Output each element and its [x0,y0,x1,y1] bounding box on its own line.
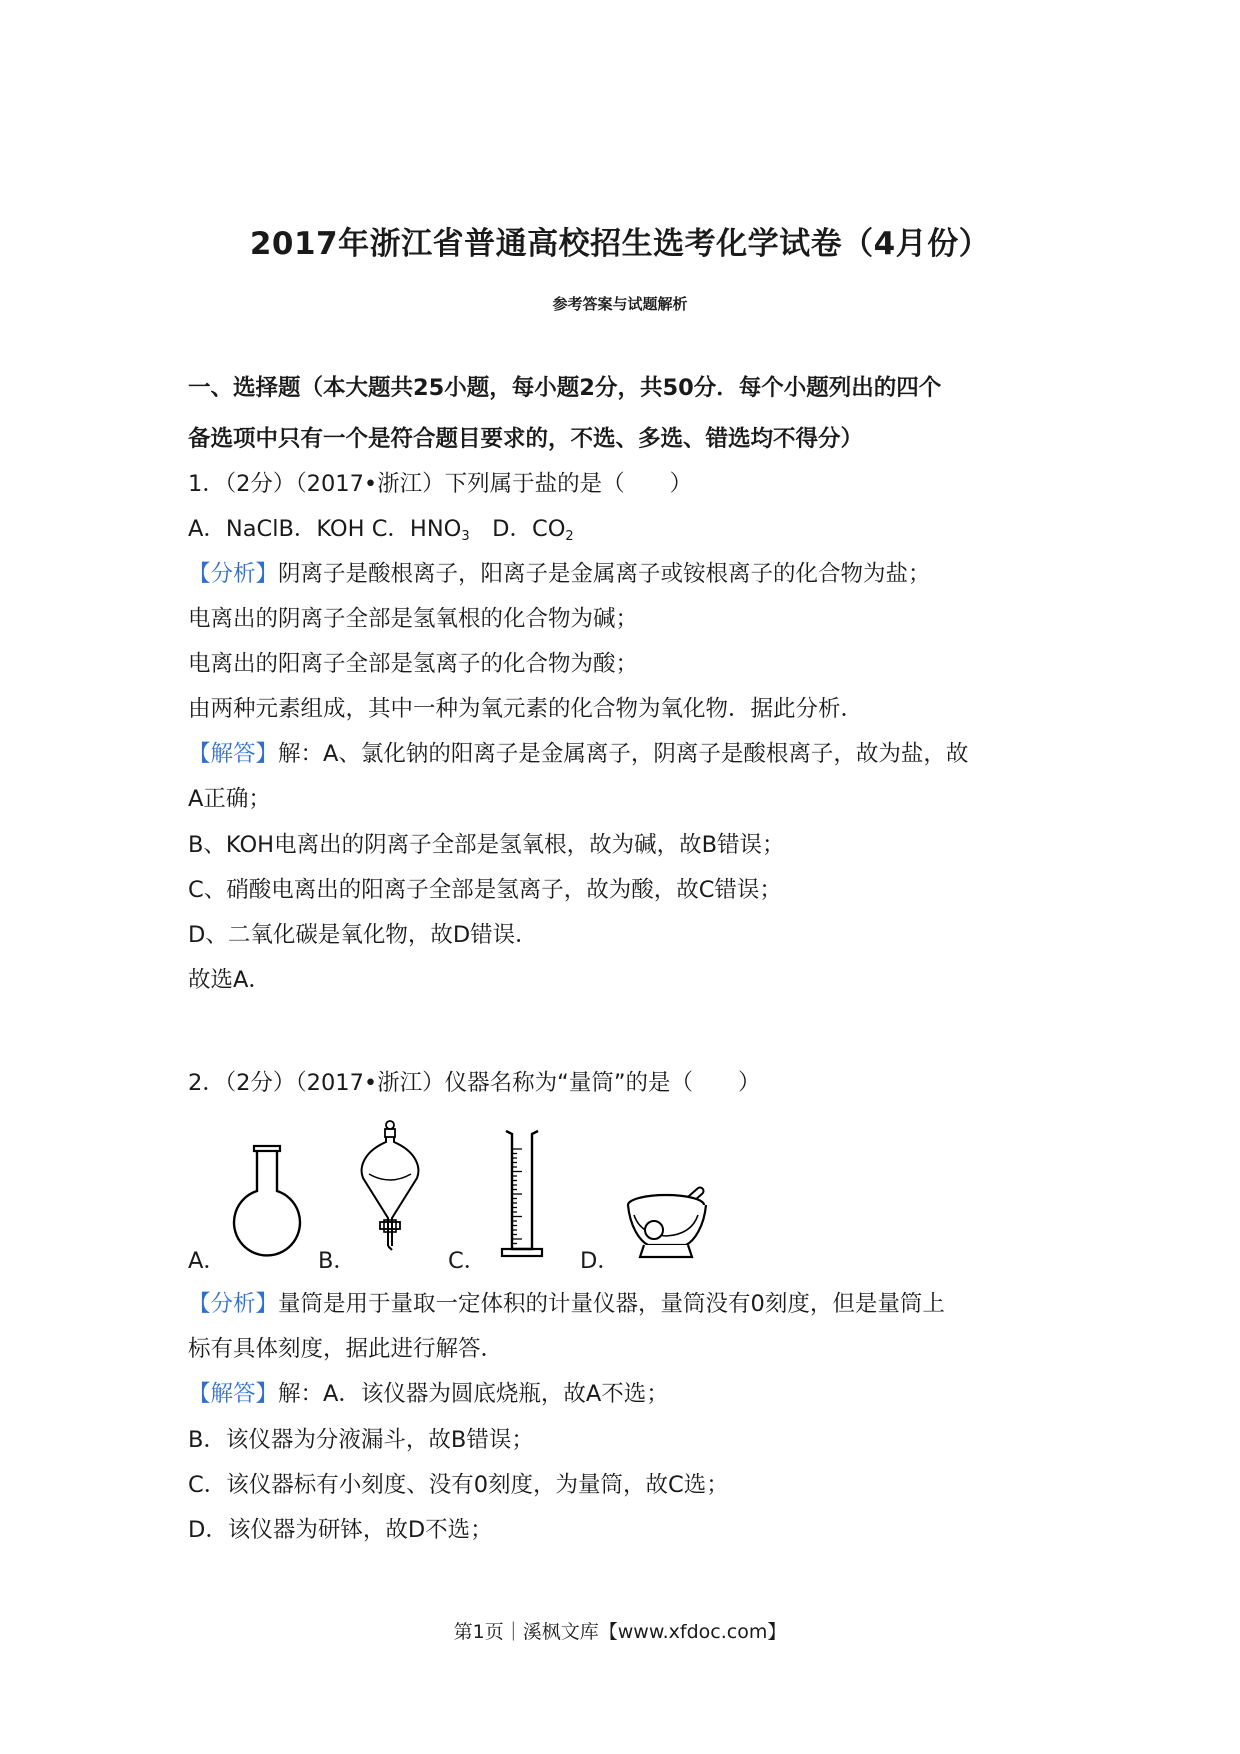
page-title: 2017年浙江省普通高校招生选考化学试卷（4月份） [249,226,991,262]
q2-stem: 2．（2分）（2017•浙江）仪器名称为“量筒”的是（ ） [188,1070,761,1096]
q2-option-d-label: D． [580,1248,620,1274]
q1-options-mid: D．CO [469,516,566,542]
q2-answer-line-4: D．该仪器为研钵，故D不选； [188,1517,493,1543]
q2-option-b-label: B． [318,1248,356,1274]
q2-analysis-line-1 [188,1288,1068,1320]
section-heading-line-2: 备选项中只有一个是符合题目要求的，不选、多选、错选均不得分） [188,426,864,452]
section-heading-line-1: 一、选择题（本大题共25小题，每小题2分，共50分．每个小题列出的四个 [188,375,942,401]
q2-analysis-text-1: 量筒是用于量取一定体积的计量仪器，量筒没有0刻度，但是量筒上 [278,1291,945,1317]
answer-tag: 【解答】 [188,1381,279,1407]
q1-answer-line-2: A正确； [188,786,271,812]
q1-options-main: A．NaClB．KOH C．HNO [188,516,462,542]
q2-answer-line-2: B．该仪器为分液漏斗，故B错误； [188,1427,534,1453]
q1-analysis-line-2: 电离出的阴离子全部是氢氧根的化合物为碱； [188,606,639,632]
page-subtitle: 参考答案与试题解析 [552,295,688,313]
q1-analysis-line-4: 由两种元素组成，其中一种为氧元素的化合物为氧化物．据此分析． [188,696,864,722]
q2-option-c-label: C． [448,1248,487,1274]
q1-answer-line-4: C、硝酸电离出的阳离子全部是氢离子，故为酸，故C错误； [188,877,782,903]
graduated-cylinder-icon [498,1127,548,1262]
q2-analysis-line-2: 标有具体刻度，据此进行解答． [188,1336,504,1362]
q2-answer-line-3: C．该仪器标有小刻度、没有0刻度，为量筒，故C选； [188,1472,729,1498]
q2-answer-line-1 [188,1378,1068,1410]
q2-option-a-label: A． [188,1248,226,1274]
q1-options-sub-3: 3 [461,529,470,544]
q1-answer-line-1 [188,738,1068,770]
mortar-pestle-icon [622,1183,712,1263]
q1-analysis-line-3: 电离出的阳离子全部是氢离子的化合物为酸； [188,651,639,677]
q1-answer-text-1: 解：A、氯化钠的阳离子是金属离子，阴离子是酸根离子，故为盐，故 [278,741,969,767]
q1-options [188,513,1068,545]
q1-options-sub-2: 2 [565,529,574,544]
answer-tag: 【解答】 [188,741,279,767]
q2-answer-text-1: 解：A．该仪器为圆底烧瓶，故A不选； [278,1381,669,1407]
q1-stem: 1．（2分）（2017•浙江）下列属于盐的是（ ） [188,471,693,497]
q1-answer-line-6: 故选A． [188,967,271,993]
page-footer: 第1页｜溪枫文库【www.xfdoc.com】 [453,1621,787,1643]
q1-answer-line-5: D、二氧化碳是氧化物，故D错误． [188,922,538,948]
analysis-tag: 【分析】 [188,1291,279,1317]
q1-answer-line-3: B、KOH电离出的阴离子全部是氢氧根，故为碱，故B错误； [188,832,785,858]
q1-analysis-line-1 [188,558,1068,590]
round-bottom-flask-icon [228,1143,306,1259]
separatory-funnel-icon [355,1118,425,1258]
q1-analysis-text-1: 阴离子是酸根离子，阳离子是金属离子或铵根离子的化合物为盐； [278,561,931,587]
analysis-tag: 【分析】 [188,561,279,587]
